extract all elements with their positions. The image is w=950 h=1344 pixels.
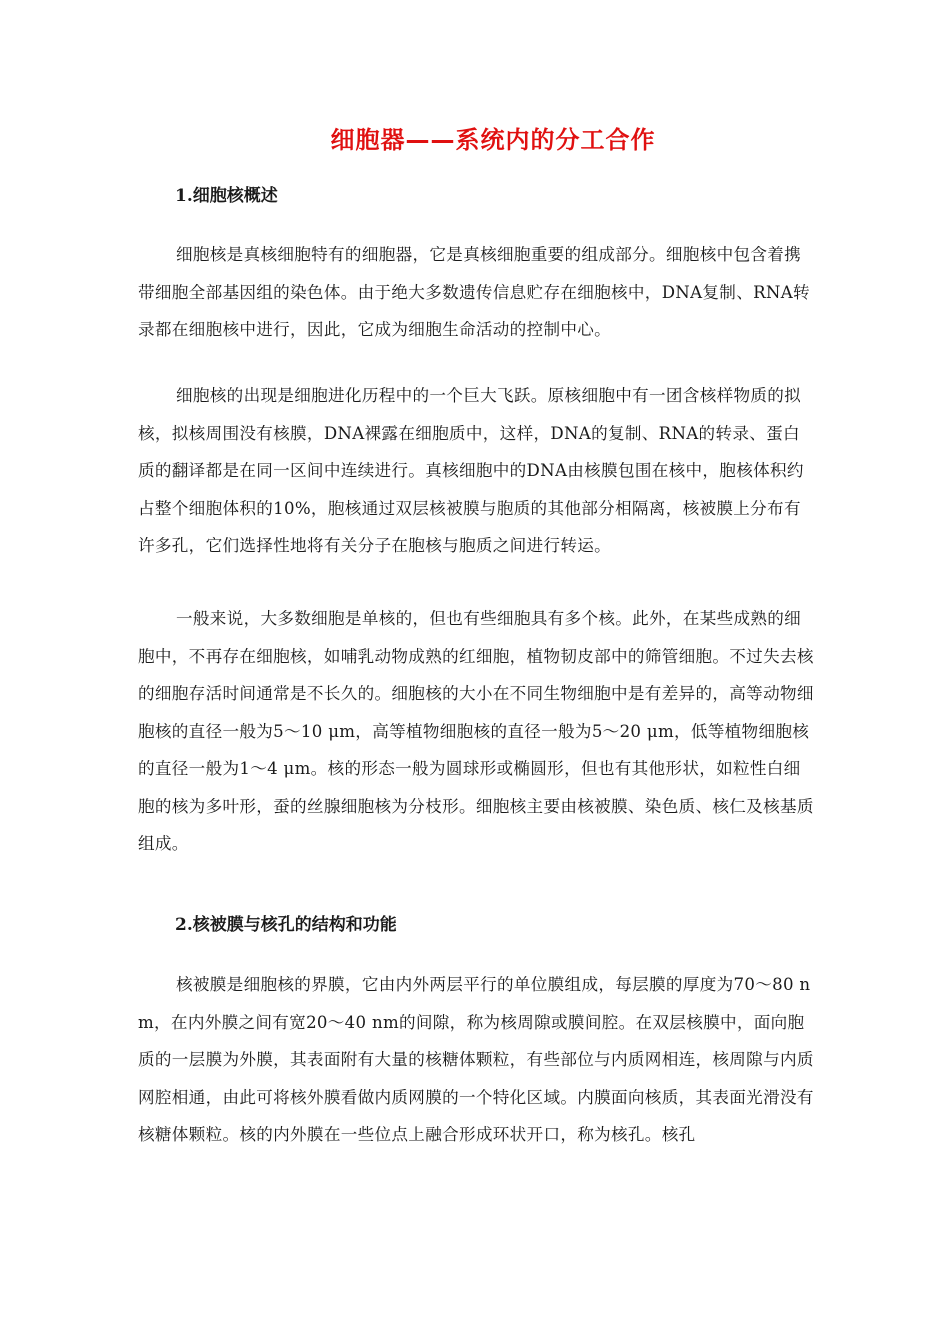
- paragraph-nuclear-envelope: 核被膜是细胞核的界膜，它由内外两层平行的单位膜组成，每层膜的厚度为70～80 nm，在内外膜之间有宽20～40 nm的间隙，称为核周隙或膜间腔。在双层核膜中，面向胞质的一层膜为外膜，其表面附有大量的核糖体颗粒，有些部位与内质网相连，核周隙与内质网腔相通，由此可将核外膜看做内质网膜的一个特化区域。内膜面向核质，其表面光滑没有核糖体颗粒。核的内外膜在一些位点上融合形成环状开口，称为核孔。核孔: [138, 975, 814, 1144]
- document-title: 细胞器——系统内的分工合作: [330, 126, 656, 154]
- section-heading-nuclear-envelope: 2.核被膜与核孔的结构和功能: [175, 915, 397, 935]
- section-heading-nucleus-overview: 1.细胞核概述: [175, 186, 278, 206]
- paragraph-nucleus-definition: 细胞核是真核细胞特有的细胞器，它是真核细胞重要的组成部分。细胞核中包含着携带细胞全部基因组的染色体。由于绝大多数遗传信息贮存在细胞核中，DNA复制、RNA转录都在细胞核中进行，因此，它成为细胞生命活动的控制中心。: [138, 245, 810, 339]
- paragraph-nucleus-size-shape: 一般来说，大多数细胞是单核的，但也有些细胞具有多个核。此外，在某些成熟的细胞中，不再存在细胞核，如哺乳动物成熟的红细胞，植物韧皮部中的筛管细胞。不过失去核的细胞存活时间通常是不长久的。细胞核的大小在不同生物细胞中是有差异的，高等动物细胞核的直径一般为5～10 μm，高等植物细胞核的直径一般为5～20 μm，低等植物细胞核的直径一般为1～4 μm。核的形态一般为圆球形或椭圆形，但也有其他形状，如粒性白细胞的核为多叶形，蚕的丝腺细胞核为分枝形。细胞核主要由核被膜、染色质、核仁及核基质组成。: [138, 609, 814, 853]
- paragraph-nucleus-evolution: 细胞核的出现是细胞进化历程中的一个巨大飞跃。原核细胞中有一团含核样物质的拟核，拟核周围没有核膜，DNA裸露在细胞质中，这样，DNA的复制、RNA的转录、蛋白质的翻译都是在同一区间中连续进行。真核细胞中的DNA由核膜包围在核中，胞核体积约占整个细胞体积的10%，胞核通过双层核被膜与胞质的其他部分相隔离，核被膜上分布有许多孔，它们选择性地将有关分子在胞核与胞质之间进行转运。: [138, 386, 804, 555]
